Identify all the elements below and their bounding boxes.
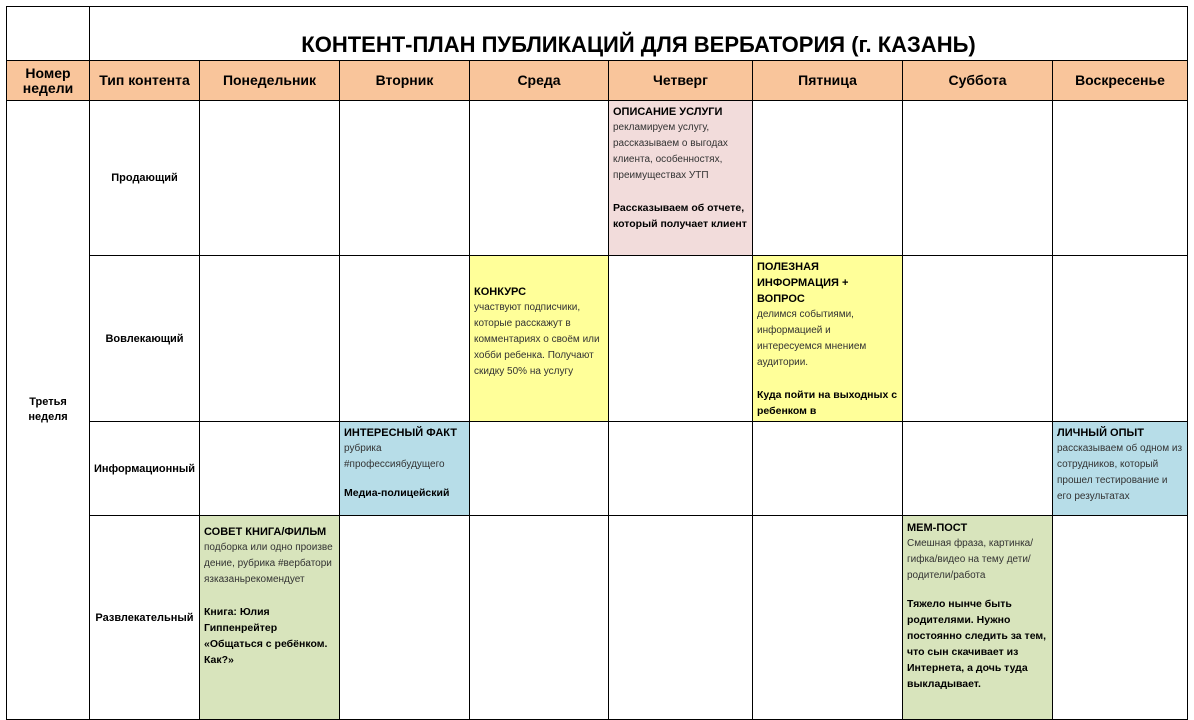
cell-engaging-sun[interactable]: [1053, 256, 1188, 422]
content-plan-sheet: [6, 6, 1188, 720]
row-label-entertaining[interactable]: Развлекательный: [90, 516, 200, 720]
cell-entertaining-fri[interactable]: [753, 516, 903, 720]
post-details: Рассказываем об отчете, который получает клиент: [613, 202, 747, 230]
post-title: ИНТЕРЕСНЫЙ ФАКТ: [344, 427, 457, 439]
cell-entertaining-sat[interactable]: [903, 516, 1053, 720]
week-number-cell[interactable]: Третья неделя: [6, 101, 90, 720]
cell-informational-fri[interactable]: [753, 422, 903, 516]
post-description: подборка или одно произведение, рубрика #вербаториязказаньрекомендует: [204, 542, 333, 585]
cell-selling-wed[interactable]: [470, 101, 609, 256]
post-title: СОВЕТ КНИГА/ФИЛЬМ: [204, 526, 327, 538]
header-saturday[interactable]: Суббота: [903, 61, 1053, 101]
post-details: Книга: Юлия Гиппенрейтер «Общаться с ребёнком. Как?»: [204, 606, 328, 666]
cell-entertaining-tue[interactable]: [340, 516, 470, 720]
cell-selling-fri[interactable]: [753, 101, 903, 256]
cell-engaging-thu[interactable]: [609, 256, 753, 422]
cell-informational-mon[interactable]: [200, 422, 340, 516]
post-title: ЛИЧНЫЙ ОПЫТ: [1057, 427, 1144, 439]
cell-selling-tue[interactable]: [340, 101, 470, 256]
cell-informational-tue[interactable]: [340, 422, 470, 516]
header-thursday[interactable]: Четверг: [609, 61, 753, 101]
header-monday[interactable]: Понедельник: [200, 61, 340, 101]
cell-selling-sat[interactable]: [903, 101, 1053, 256]
cell-engaging-mon[interactable]: [200, 256, 340, 422]
header-wednesday[interactable]: Среда: [470, 61, 609, 101]
row-label-selling[interactable]: Продающий: [90, 101, 200, 256]
post-title: МЕМ-ПОСТ: [907, 522, 968, 534]
cell-entertaining-mon[interactable]: [200, 516, 340, 720]
cell-entertaining-wed[interactable]: [470, 516, 609, 720]
post-description: рекламируем услугу, рассказываем о выгодах клиента, особенностях, преимуществах УТП: [613, 122, 728, 181]
cell-engaging-sat[interactable]: [903, 256, 1053, 422]
post-details: Куда пойти на выходных с ребенком в: [757, 389, 898, 417]
corner-cell[interactable]: [6, 6, 90, 61]
cell-selling-sun[interactable]: [1053, 101, 1188, 256]
post-description: рубрика #профессиябудущего: [344, 443, 445, 470]
cell-entertaining-thu[interactable]: [609, 516, 753, 720]
header-tuesday[interactable]: Вторник: [340, 61, 470, 101]
post-description: участвуют подписчики, которые расскажут в комментариях о своём или хобби ребенка. Получают скидку 50% на услугу: [474, 302, 600, 377]
post-title: КОНКУРС: [474, 286, 527, 298]
page-title[interactable]: КОНТЕНТ-ПЛАН ПУБЛИКАЦИЙ ДЛЯ ВЕРБАТОРИЯ (г. КАЗАНЬ): [90, 6, 1188, 61]
cell-selling-mon[interactable]: [200, 101, 340, 256]
header-sunday[interactable]: Воскресенье: [1053, 61, 1188, 101]
row-label-informational[interactable]: Информационный: [90, 422, 200, 516]
cell-engaging-tue[interactable]: [340, 256, 470, 422]
post-details: Медиа-полицейский: [344, 487, 450, 499]
cell-selling-thu[interactable]: [609, 101, 753, 256]
post-details: Тяжело нынче быть родителями. Нужно постоянно следить за тем, что сын скачивает из Интернета, а дочь туда выкладывает.: [907, 598, 1047, 690]
post-title: ПОЛЕЗНАЯ ИНФОРМАЦИЯ + ВОПРОС: [757, 261, 849, 305]
post-description: рассказываем об одном из сотрудников, который прошел тестирование и его результатах: [1057, 443, 1183, 502]
post-description: Смешная фраза, картинка/гифка/видео на тему дети/родители/работа: [907, 538, 1034, 581]
header-week-number[interactable]: Номер недели: [6, 61, 90, 101]
cell-entertaining-sun[interactable]: [1053, 516, 1188, 720]
header-friday[interactable]: Пятница: [753, 61, 903, 101]
cell-informational-wed[interactable]: [470, 422, 609, 516]
cell-engaging-wed[interactable]: [470, 256, 609, 422]
post-title: ОПИСАНИЕ УСЛУГИ: [613, 106, 723, 118]
cell-engaging-fri[interactable]: [753, 256, 903, 422]
row-label-engaging[interactable]: Вовлекающий: [90, 256, 200, 422]
header-content-type[interactable]: Тип контента: [90, 61, 200, 101]
cell-informational-thu[interactable]: [609, 422, 753, 516]
post-description: делимся событиями, информацией и интересуемся мнением аудитории.: [757, 309, 867, 368]
cell-informational-sat[interactable]: [903, 422, 1053, 516]
cell-informational-sun[interactable]: [1053, 422, 1188, 516]
